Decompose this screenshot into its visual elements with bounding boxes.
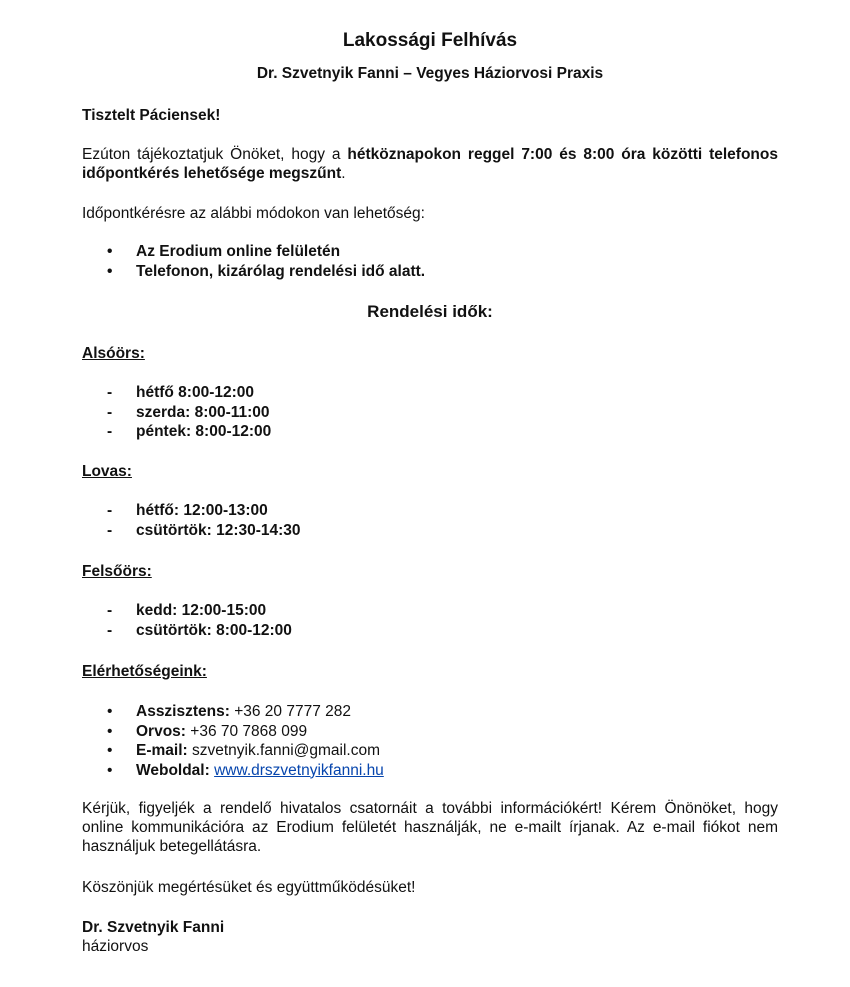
- list-item: - hétfő 8:00-12:00: [107, 384, 255, 401]
- location-heading-lovas: Lovas:: [82, 463, 132, 480]
- times-list-alsoors: [82, 383, 271, 442]
- options-list: [82, 242, 425, 281]
- dash-icon: -: [107, 423, 113, 440]
- list-item: - csütörtök: 12:30-14:30: [107, 521, 301, 539]
- intro-text-2: .: [341, 165, 346, 182]
- page-subtitle: Dr. Szvetnyik Fanni – Vegyes Háziorvosi Praxis: [256, 65, 604, 82]
- closing-paragraph: Kérjük, figyeljék a rendelő hivatalos csatornáit a további információkért! Kérem Önönöket, hogy online kommunikációra az Erodium felületét használják, ne e-mailt írjanak. Az e-mail fiókot nem használjuk betegellátásra.: [82, 800, 778, 855]
- page-title: Lakossági Felhívás: [342, 30, 518, 51]
- bullet-icon: •: [107, 722, 113, 740]
- intro-paragraph: [82, 145, 778, 183]
- intro-text-bold: hétköznapokon reggel 7:00 és 8:00 óra közötti telefonos időpontkérés lehetősége megszűnt: [82, 146, 778, 182]
- signature-role: háziorvos: [82, 938, 149, 955]
- list-item: - kedd: 12:00-15:00: [107, 602, 267, 619]
- bullet-icon: •: [107, 262, 113, 280]
- dash-icon: -: [107, 384, 113, 401]
- times-list-felsoors: [82, 601, 292, 640]
- dash-icon: -: [107, 621, 113, 639]
- contact-item-email: • E-mail: szvetnyik.fanni@gmail.com: [107, 742, 381, 759]
- list-item: • Telefonon, kizárólag rendelési idő alatt.: [107, 262, 426, 280]
- list-item: - hétfő: 12:00-13:00: [107, 502, 268, 519]
- list-item: - szerda: 8:00-11:00: [107, 403, 270, 421]
- greeting: Tisztelt Páciensek!: [82, 107, 221, 124]
- bullet-icon: •: [107, 761, 113, 779]
- dash-icon: -: [107, 502, 113, 519]
- bullet-icon: •: [107, 703, 113, 720]
- list-item: - csütörtök: 8:00-12:00: [107, 621, 292, 639]
- dash-icon: -: [107, 403, 113, 421]
- website-link[interactable]: www.drszvetnyikfanni.hu: [214, 761, 384, 779]
- contacts-heading: Elérhetőségeink:: [82, 663, 207, 680]
- list-item: - péntek: 8:00-12:00: [107, 423, 272, 440]
- dash-icon: -: [107, 602, 113, 619]
- contact-item-assistant: • Asszisztens: +36 20 7777 282: [107, 703, 352, 720]
- list-item: • Az Erodium online felületén: [107, 243, 341, 260]
- thanks-text: Köszönjük megértésüket és együttműködésüket!: [82, 879, 416, 896]
- contact-item-doctor: • Orvos: +36 70 7868 099: [107, 722, 308, 740]
- schedule-heading: Rendelési idők:: [367, 302, 493, 321]
- options-intro: Időpontkérésre az alábbi módokon van lehetőség:: [82, 205, 425, 222]
- times-list-lovas: [82, 501, 301, 540]
- bullet-icon: •: [107, 742, 113, 759]
- contact-item-website: • Weboldal: www.drszvetnyikfanni.hu: [107, 761, 384, 779]
- bullet-icon: •: [107, 243, 113, 260]
- location-heading-alsoors: Alsóörs:: [82, 345, 145, 362]
- dash-icon: -: [107, 521, 113, 539]
- signature-name: Dr. Szvetnyik Fanni: [82, 919, 225, 936]
- contacts-list: [82, 702, 384, 780]
- intro-text-1: Ezúton tájékoztatjuk Önöket, hogy a: [82, 146, 348, 163]
- location-heading-felsoors: Felsőörs:: [82, 563, 152, 580]
